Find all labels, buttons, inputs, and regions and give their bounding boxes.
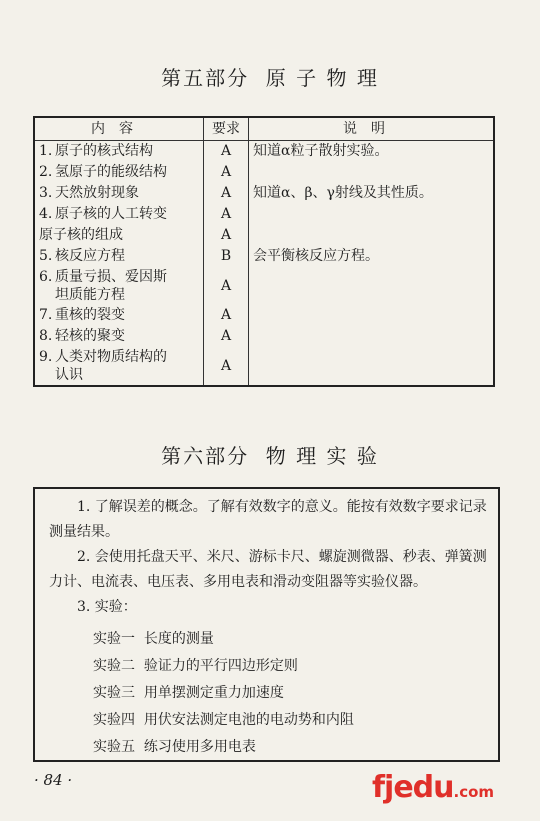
table-row — [34, 141, 494, 162]
item-experiments-heading: 3. 实验： — [77, 599, 137, 615]
row-content-continued: 认识 — [55, 366, 83, 383]
row-explanation — [249, 267, 495, 305]
item-error-concepts: 1. 了解误差的概念。了解有效数字的意义。能按有效数字要求记录测量结果。 — [49, 499, 487, 540]
table-header-row — [34, 117, 494, 141]
table-row — [34, 347, 494, 386]
table-row — [34, 225, 494, 246]
row-requirement: A — [204, 305, 249, 326]
row-requirement: A — [204, 347, 249, 386]
row-requirement: A — [204, 225, 249, 246]
row-explanation: 会平衡核反应方程。 — [249, 246, 495, 267]
experiment-item: 实验四 用伏安法测定电池的电动势和内阻 — [93, 712, 354, 728]
row-explanation: 知道α粒子散射实验。 — [249, 141, 495, 162]
row-content: 天然放射现象 — [55, 185, 139, 201]
table-row — [34, 204, 494, 225]
row-content: 核反应方程 — [55, 248, 125, 264]
table-row — [34, 183, 494, 204]
table-row — [34, 267, 494, 305]
row-content: 人类对物质结构的 — [55, 348, 167, 365]
experiment-item: 实验五 练习使用多用电表 — [93, 739, 256, 755]
watermark-main: fjedu — [372, 770, 454, 805]
experiment-item: 实验一 长度的测量 — [93, 631, 214, 647]
section5-title: 第五部分 原 子 物 理 — [161, 66, 379, 90]
row-number: 5. — [39, 248, 53, 264]
row-explanation — [249, 162, 495, 183]
row-content: 重核的裂变 — [55, 307, 125, 323]
experiments-box — [33, 487, 500, 762]
row-content-continued: 坦质能方程 — [55, 286, 125, 303]
section6-title: 第六部分 物 理 实 验 — [161, 444, 379, 468]
item-instruments: 2. 会使用托盘天平、米尺、游标卡尺、螺旋测微器、秒表、弹簧测力计、电流表、电压表、多用电表和滑动变阻器等实验仪器。 — [49, 549, 487, 590]
row-content: 质量亏损、爱因斯 — [55, 268, 167, 285]
row-requirement: A — [204, 204, 249, 225]
page-number: · 84 · — [34, 771, 73, 789]
row-number: 7. — [39, 307, 53, 323]
row-number: 2. — [39, 164, 53, 180]
row-content: 原子核的组成 — [39, 227, 123, 243]
requirements-table — [33, 116, 495, 387]
row-content: 原子的核式结构 — [55, 143, 153, 160]
row-requirement: A — [204, 183, 249, 204]
row-number: 1. — [39, 143, 53, 160]
row-content: 轻核的聚变 — [55, 328, 125, 344]
table-row — [34, 305, 494, 326]
watermark-domain: .com — [453, 783, 495, 801]
row-explanation: 知道α、β、γ射线及其性质。 — [249, 183, 495, 204]
header-content: 内容 — [34, 117, 204, 141]
row-explanation — [249, 347, 495, 386]
table-row — [34, 162, 494, 183]
row-requirement: A — [204, 326, 249, 347]
row-explanation — [249, 305, 495, 326]
header-explanation: 说明 — [249, 117, 495, 141]
row-number: 4. — [39, 206, 53, 222]
row-number: 6. — [39, 268, 53, 285]
row-requirement: A — [204, 162, 249, 183]
header-requirement: 要求 — [204, 117, 249, 141]
row-number: 8. — [39, 328, 53, 344]
table-row — [34, 326, 494, 347]
experiment-item: 实验三 用单摆测定重力加速度 — [93, 685, 284, 701]
row-number: 9. — [39, 348, 53, 365]
row-requirement: A — [204, 267, 249, 305]
row-content: 氢原子的能级结构 — [55, 164, 167, 180]
table-row — [34, 246, 494, 267]
row-requirement: A — [204, 141, 249, 162]
row-number: 3. — [39, 185, 53, 201]
row-explanation — [249, 204, 495, 225]
row-requirement: B — [204, 246, 249, 267]
row-content: 原子核的人工转变 — [55, 206, 167, 222]
row-explanation — [249, 225, 495, 246]
experiment-item: 实验二 验证力的平行四边形定则 — [93, 658, 298, 674]
row-explanation — [249, 326, 495, 347]
site-watermark-logo — [372, 770, 494, 805]
